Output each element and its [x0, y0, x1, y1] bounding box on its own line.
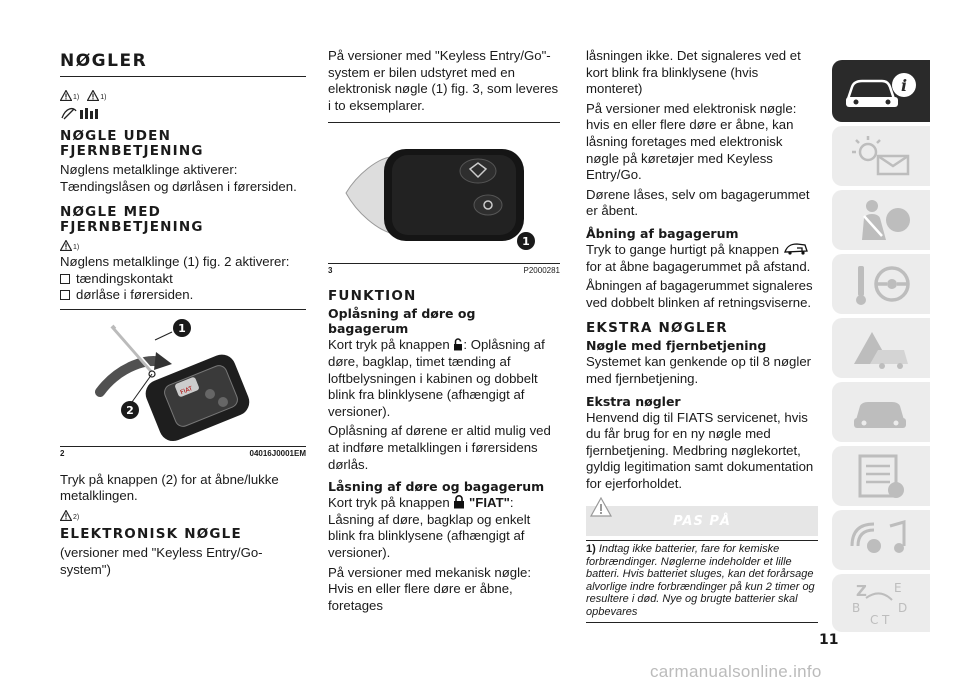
electronic-key-illustration	[328, 123, 560, 263]
figure-caption	[60, 449, 306, 458]
para-continued: låsningen ikke. Det signaleres ved et kort blink fra blinklysene (hvis monteret)	[586, 48, 801, 97]
index-letter: T	[882, 613, 890, 627]
warning-box-number: 1)	[586, 543, 596, 556]
tab-warning-lights[interactable]	[832, 318, 930, 378]
index-letter: E	[894, 581, 902, 595]
para-dorene: Dørene låses, selv om bagagerummet er åbent.	[586, 186, 810, 219]
bullet-box-icon	[60, 290, 70, 300]
warning-triangle-large-icon	[590, 497, 612, 517]
section-title-nogler: NØGLER	[60, 51, 148, 71]
warning-box-title: PAS PÅ	[673, 513, 731, 529]
heading-ekstra-nogler-sub: Ekstra nøgler	[586, 393, 681, 409]
warning-ref[interactable]	[60, 90, 79, 101]
heading-nogle-med: NØGLE MED FJERNBETJENING	[60, 204, 204, 236]
callout-2-number: 2	[126, 403, 134, 417]
para-lasning-a: Kort tryk på knappen	[328, 495, 450, 511]
watermark: carmanualsonline.info	[650, 662, 822, 681]
tab-starting-driving[interactable]	[832, 254, 930, 314]
para-nogle-uden: Nøglens metalklinge aktiverer: Tændingslåsen og dørlåsen i førersiden.	[60, 162, 297, 194]
column-1	[60, 52, 306, 578]
tab-emergency[interactable]	[832, 382, 930, 442]
callout-1-number: 1	[522, 235, 530, 249]
bullet-item	[60, 287, 306, 303]
heading-oplasning: Oplåsning af døre og bagagerum	[328, 306, 476, 337]
bullet-item	[60, 271, 306, 287]
warning-box-text: Indtag ikke batterier, fare for kemiske forbrændinger. Nøglerne indeholder et lille batteri. Hvis batteriet sluges, kan det forårsage alvorlige indre forbrændinger på kun 2 timer og resultere i død. Nye og brugte batterier skal opbevares	[586, 543, 815, 618]
figure-number: 3	[328, 266, 333, 276]
environment-disposal-icon	[60, 105, 104, 121]
para-intro: På versioner med "Keyless Entry/Go"-system er bilen udstyret med en elektronisk nøgle (1) fig. 3, som leveres i to eksemplarer.	[328, 48, 559, 113]
environment-icon-wrap	[60, 105, 306, 121]
figure-caption	[328, 266, 560, 275]
warning-ref-number: 2)	[73, 513, 80, 521]
column-3	[586, 48, 818, 623]
warning-triangle-icon	[60, 510, 72, 521]
warning-ref-number: 1)	[73, 94, 80, 101]
warning-ref-number: 1)	[73, 244, 80, 252]
bullet-box-icon	[60, 274, 70, 284]
figure-2	[60, 310, 306, 446]
para-nogle-med-fjern: Systemet kan genkende op til 8 nøgler med fjernbetjening.	[586, 354, 812, 386]
car-service-icon	[846, 390, 916, 434]
tab-safety[interactable]	[832, 190, 930, 250]
index-letter: D	[898, 601, 908, 615]
warning-ref[interactable]	[87, 90, 106, 101]
para-lasning-b: : Låsning af døre, bagklap og enkelt blink fra blinklysene (afhængigt af versioner).	[328, 495, 531, 560]
para-abning-c: Åbningen af bagagerummet signaleres ved dobbelt blinken af retningsviserne.	[586, 278, 813, 310]
para-lasning-c: På versioner med mekanisk nøgle: Hvis en eller flere døre er åbne, foretages	[328, 564, 532, 613]
warning-ref[interactable]	[60, 510, 79, 521]
key-steering-wheel-icon	[846, 260, 916, 308]
para-tryk: Tryk på knappen (2) for at åbne/lukke metalklingen.	[60, 471, 279, 504]
heading-nogle-med-fjern: Nøgle med fjernbetjening	[586, 338, 767, 354]
page-number: 11	[819, 632, 839, 648]
para-abning	[586, 242, 818, 275]
warning-triangle-icon	[60, 240, 72, 251]
warning-refs	[60, 87, 306, 101]
warning-refs-tryk	[60, 507, 306, 521]
tab-dashboard[interactable]	[832, 126, 930, 186]
document-icon	[846, 452, 916, 500]
para-oplasning-a: Kort tryk på knappen	[328, 337, 450, 353]
warning-triangle-icon	[87, 90, 99, 101]
tab-car-info[interactable]	[832, 60, 930, 122]
heading-funktion: FUNKTION	[328, 288, 417, 305]
svg-text:i: i	[900, 76, 908, 95]
index-letter: C	[870, 613, 879, 627]
seatbelt-airbag-icon	[846, 196, 916, 244]
trunk-button-icon	[783, 242, 809, 256]
index-letter: Z	[856, 582, 867, 600]
lights-message-icon	[846, 134, 916, 178]
warning-triangle-icon	[60, 90, 72, 101]
title-rule	[60, 76, 306, 77]
heading-elektronisk: ELEKTRONISK NØGLE	[60, 525, 242, 542]
para-lasning	[328, 495, 560, 561]
para-abning-a: Tryk to gange hurtigt på knappen	[586, 241, 780, 257]
heading-ekstra-nogler: EKSTRA NØGLER	[586, 320, 728, 337]
figure-bottom-rule	[328, 263, 560, 264]
tab-index[interactable]	[832, 574, 930, 632]
warning-box-body	[586, 540, 818, 623]
para-oplasning-b: : Oplåsning af døre, bagklap, timet tænding af loftbelysningen i kabinen og dobbelt blink fra blinklysene (afhængigt af versioner).	[328, 337, 545, 419]
car-info-icon	[842, 69, 920, 113]
warning-ref-number: 1)	[100, 94, 107, 101]
warning-ref[interactable]	[60, 240, 79, 251]
figure-code: 04016J0001EM	[249, 448, 306, 458]
index-letter: B	[852, 601, 861, 615]
warning-refs-med	[60, 237, 306, 251]
para-oplasning-c: Oplåsning af dørene er altid mulig ved at indføre metalklingen i førersidens dørlås.	[328, 423, 551, 472]
figure-number: 2	[60, 448, 65, 458]
bullet-text: tændingskontakt	[76, 270, 173, 286]
callout-1-number: 1	[178, 321, 186, 335]
unlock-padlock-icon	[453, 338, 463, 351]
heading-nogle-uden: NØGLE UDEN FJERNBETJENING	[60, 128, 204, 159]
alphabet-index-icon	[846, 578, 916, 628]
tab-multimedia[interactable]	[832, 510, 930, 570]
column-2	[328, 48, 560, 614]
svg-text:FIAT: FIAT	[179, 384, 194, 397]
para-elektronisk: (versioner med "Keyless Entry/Go-system")	[60, 544, 263, 577]
flip-key-illustration	[60, 310, 306, 446]
warning-box-header	[586, 506, 818, 536]
figure-3	[328, 123, 560, 263]
para-abning-b: for at åbne bagagerummet på afstand.	[586, 258, 811, 274]
para-nogle-med: Nøglens metalklinge (1) fig. 2 aktiverer:	[60, 254, 290, 270]
para-oplasning	[328, 337, 560, 420]
lock-padlock-icon	[453, 495, 465, 509]
para-elektronisk-nogle: På versioner med elektronisk nøgle: hvis en eller flere døre er åbne, kan låsning foretages med elektronisk nøgle på køretøjer med Keyless Entry/Go.	[586, 100, 797, 183]
warning-triangle-car-icon	[846, 324, 916, 372]
bullet-text: dørlåse i førersiden.	[76, 286, 194, 302]
heading-lasning: Låsning af døre og bagagerum	[328, 479, 545, 495]
para-ekstra-nogler: Henvend dig til FIATS servicenet, hvis du får brug for en ny nøgle med fjernbetjening. Medbring nøglekortet, gyldig legitimation samt dokumentation for ejerforholdet.	[586, 409, 814, 491]
fiat-button-label: "FIAT"	[469, 495, 510, 511]
tab-technical-data[interactable]	[832, 446, 930, 506]
heading-abning: Åbning af bagagerum	[586, 225, 739, 241]
figure-code: P2000281	[523, 266, 560, 276]
multimedia-icon	[846, 516, 916, 564]
